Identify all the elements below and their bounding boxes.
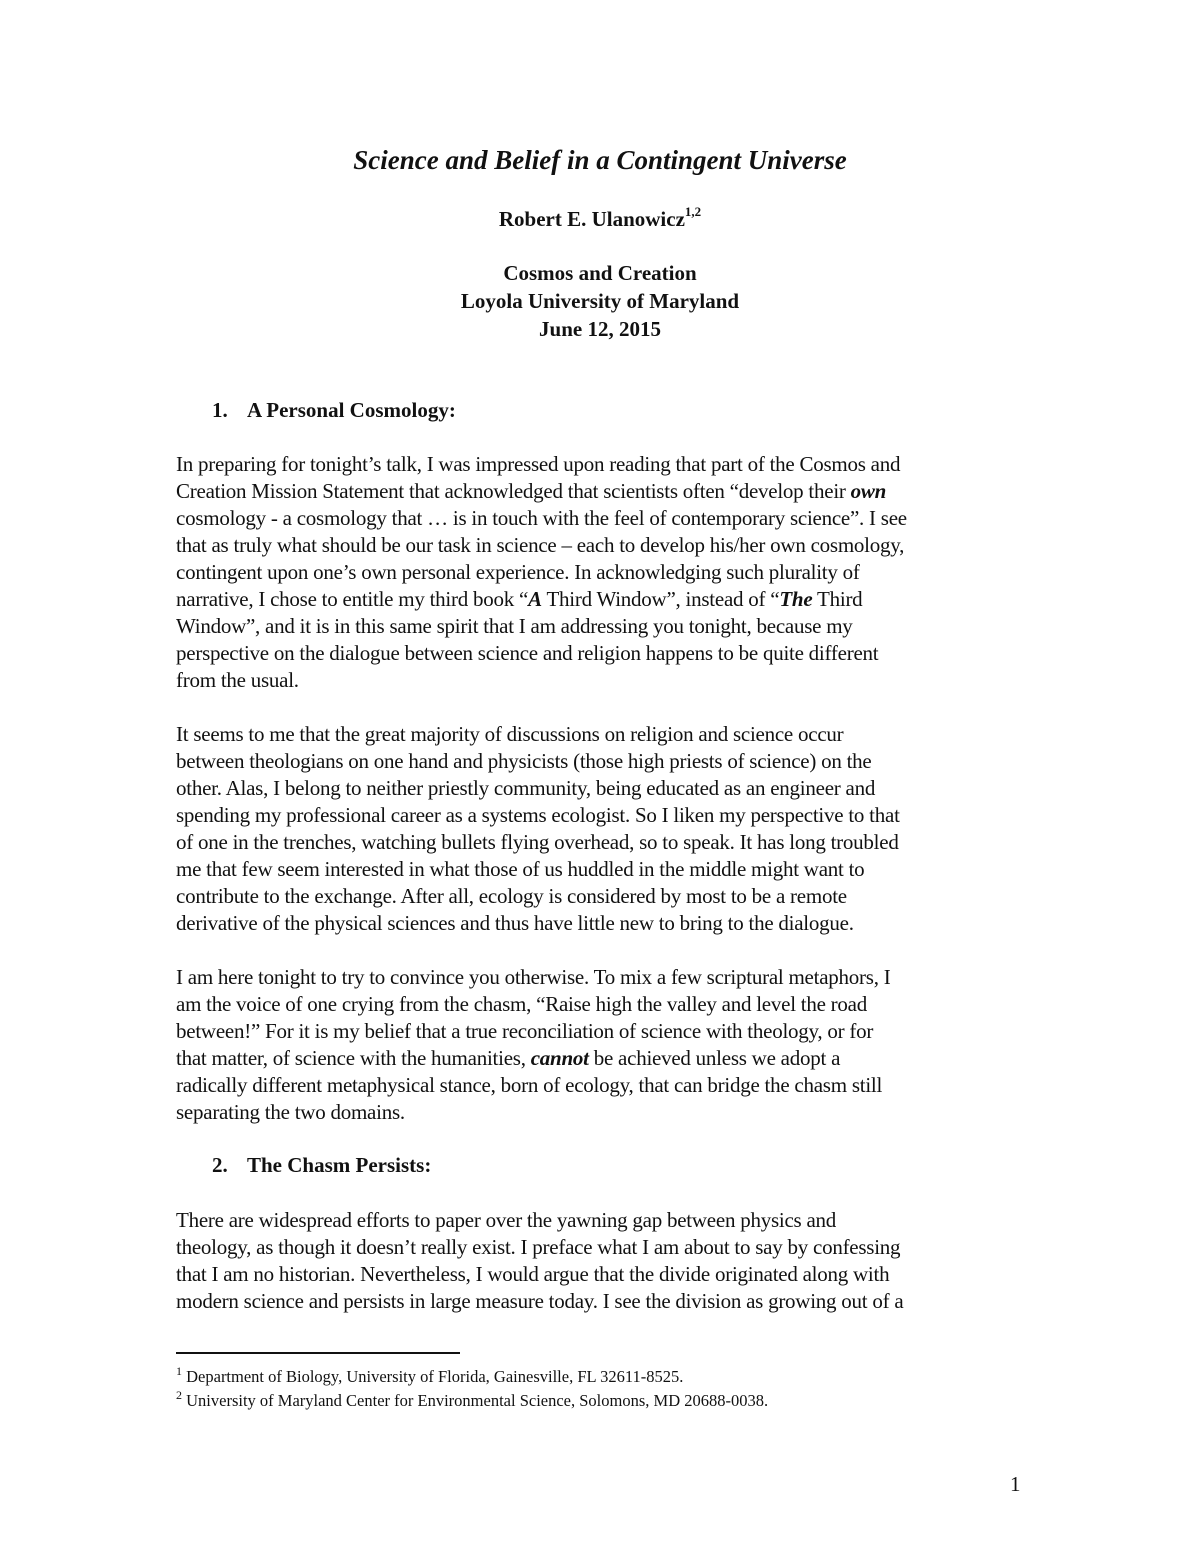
text-line: contingent upon one’s own personal experience. In acknowledging such plurality of — [176, 560, 860, 584]
text-line: spending my professional career as a systems ecologist. So I liken my perspective to that — [176, 803, 900, 827]
text-line — [176, 1045, 1036, 1072]
text-line — [176, 478, 1036, 505]
footnote-mark: 1 — [176, 1363, 182, 1378]
text-line: Window”, and it is in this same spirit that I am addressing you tonight, because my — [176, 614, 853, 638]
paragraph — [176, 1207, 1036, 1315]
text-line: modern science and persists in large measure today. I see the division as growing out of a — [176, 1289, 904, 1313]
text-line: that as truly what should be our task in science – each to develop his/her own cosmology, — [176, 533, 905, 557]
venue-block — [0, 259, 1200, 343]
section-heading-2 — [212, 1151, 431, 1179]
paragraph — [176, 451, 1036, 694]
text-run: be achieved unless we adopt a — [588, 1046, 841, 1070]
text-line: am the voice of one crying from the chasm, “Raise high the valley and level the road — [176, 992, 868, 1016]
emphasis: cannot — [530, 1046, 589, 1070]
venue-institution: Loyola University of Maryland — [460, 289, 740, 313]
text-line: separating the two domains. — [176, 1100, 405, 1124]
footnote-mark: 2 — [176, 1387, 182, 1402]
text-line — [176, 586, 1036, 613]
paragraph — [176, 721, 1036, 937]
text-line: It seems to me that the great majority of discussions on religion and science occur — [176, 722, 844, 746]
footnote-text: Department of Biology, University of Florida, Gainesville, FL 32611-8525. — [186, 1367, 684, 1386]
text-line: from the usual. — [176, 668, 299, 692]
footnote-2 — [176, 1387, 769, 1411]
text-run: narrative, I chose to entitle my third book “ — [176, 587, 529, 611]
text-line: I am here tonight to try to convince you otherwise. To mix a few scriptural metaphors, I — [176, 965, 891, 989]
text-line: perspective on the dialogue between science and religion happens to be quite different — [176, 641, 879, 665]
section-title: A Personal Cosmology: — [247, 398, 456, 422]
author-name: Robert E. Ulanowicz — [498, 207, 685, 231]
text-line: of one in the trenches, watching bullets flying overhead, so to speak. It has long troubled — [176, 830, 899, 854]
section-title: The Chasm Persists: — [247, 1153, 432, 1177]
text-line: between theologians on one hand and physicists (those high priests of science) on the — [176, 749, 872, 773]
document-title: Science and Belief in a Contingent Universe — [353, 145, 847, 175]
paragraph — [176, 964, 1036, 1126]
section-number: 2. — [212, 1153, 228, 1177]
text-line: There are widespread efforts to paper over the yawning gap between physics and — [176, 1208, 837, 1232]
text-line: contribute to the exchange. After all, ecology is considered by most to be a remote — [176, 884, 847, 908]
footnote-text: University of Maryland Center for Environmental Science, Solomons, MD 20688-0038. — [186, 1391, 769, 1410]
venue-date: June 12, 2015 — [539, 317, 661, 341]
author-affiliation-marks: 1,2 — [684, 204, 702, 219]
emphasis: The — [779, 587, 813, 611]
author-line — [0, 205, 1200, 233]
emphasis: A — [528, 587, 542, 611]
text-run: Creation Mission Statement that acknowledged that scientists often “develop their — [176, 479, 851, 503]
section-heading-1 — [212, 396, 456, 424]
text-line: that I am no historian. Nevertheless, I would argue that the divide originated along with — [176, 1262, 890, 1286]
text-line: other. Alas, I belong to neither priestly community, being educated as an engineer and — [176, 776, 876, 800]
text-line: me that few seem interested in what those of us huddled in the middle might want to — [176, 857, 865, 881]
emphasis: own — [850, 479, 887, 503]
text-run: Third Window”, instead of “ — [541, 587, 780, 611]
text-line: between!” For it is my belief that a true reconciliation of science with theology, or for — [176, 1019, 874, 1043]
text-line: cosmology - a cosmology that … is in touch with the feel of contemporary science”. I see — [176, 506, 907, 530]
text-line: radically different metaphysical stance, born of ecology, that can bridge the chasm still — [176, 1073, 883, 1097]
text-line: derivative of the physical sciences and thus have little new to bring to the dialogue. — [176, 911, 854, 935]
venue-event: Cosmos and Creation — [503, 261, 697, 285]
text-line: theology, as though it doesn’t really exist. I preface what I am about to say by confessing — [176, 1235, 901, 1259]
footnote-1 — [176, 1363, 684, 1387]
section-number: 1. — [212, 398, 228, 422]
text-run: Third — [812, 587, 863, 611]
footnote-separator — [176, 1352, 460, 1354]
page-number: 1 — [1010, 1472, 1021, 1496]
text-line: In preparing for tonight’s talk, I was impressed upon reading that part of the Cosmos and — [176, 452, 901, 476]
text-run: that matter, of science with the humanities, — [176, 1046, 531, 1070]
